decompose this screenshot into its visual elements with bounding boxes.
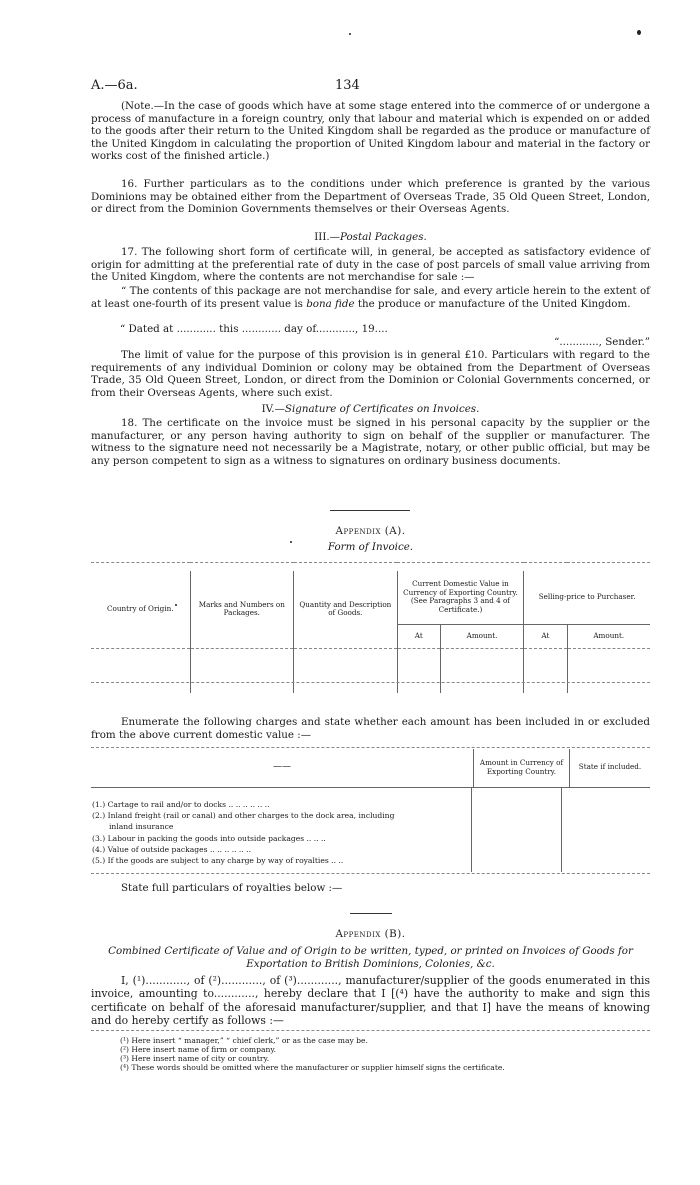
page-number: 134 bbox=[335, 78, 360, 93]
divider bbox=[350, 913, 392, 914]
paragraph-18: 18. The certificate on the invoice must be signed in his personal capacity by the supplier or the manufacturer, or any person having authority to sign on behalf of the supplier or manufacturer. The witness to the signature need not necessarily be a Magistrate, notary, or other public official, but may be any person competent to sign as a witness to signatures on ordinary business documents. bbox=[91, 417, 650, 467]
charges-bottom-rule bbox=[91, 873, 650, 874]
table-cell bbox=[294, 649, 398, 693]
header-selling-price: Selling-price to Purchaser. bbox=[524, 571, 650, 625]
sender-line: “............, Sender.” bbox=[554, 336, 650, 348]
appendix-a-title: Appendix (A). bbox=[335, 525, 406, 537]
charge-item: (1.) Cartage to rail and/or to docks .. .. .. .. .. .. bbox=[92, 800, 270, 809]
section-number: III.— bbox=[314, 231, 340, 243]
section-heading-postal bbox=[91, 231, 650, 244]
appendix-a-subtitle bbox=[91, 541, 650, 554]
enumerate-paragraph: Enumerate the following charges and state whether each amount has been included in or excluded from the above current domestic value :— bbox=[91, 716, 650, 741]
charge-item: (5.) If the goods are subject to any charge by way of royalties .. .. bbox=[92, 856, 344, 866]
charges-table bbox=[91, 749, 650, 788]
speck-mark bbox=[349, 33, 351, 35]
limit-paragraph: The limit of value for the purpose of this provision is in general £10. Particulars with regard to the requirements of any individual Dominion or colony may be obtained from the Department of Overseas Trade, 35 Old Queen Street, London, or direct from the Dominion or Colonial Governments concerned, or from their Overseas Agents, where such exist. bbox=[91, 349, 650, 399]
header-marks-and-numbers: Marks and Numbers on Packages. bbox=[190, 571, 294, 649]
speck-mark bbox=[175, 604, 177, 606]
paragraph-17: 17. The following short form of certificate will, in general, be accepted as satisfactory evidence of origin for admitting at the preferential rate of duty in the case of post parcels of small value arriving from the United Kingdom, where the contents are not merchandise for sale :— bbox=[91, 246, 650, 284]
charge-item-continuation: inland insurance bbox=[109, 822, 174, 832]
header-quantity: Quantity and Description of Goods. bbox=[294, 571, 398, 649]
divider bbox=[330, 510, 410, 511]
table-cell bbox=[397, 649, 440, 693]
appendix-b-declaration: I, (¹)............, of (²)............, of (³)............, manufacturer/supplier of the goods enumerated in this invoice, amounting to............, hereby declare that I [(⁴) have the authority to make and sign this certificate on behalf of the aforesaid manufacturer/supplier, and that I] have the means of knowing and do hereby certify as follows :— bbox=[91, 974, 650, 1028]
charge-item: (2.) Inland freight (rail or canal) and other charges to the dock area, including bbox=[92, 811, 395, 821]
charges-list bbox=[91, 799, 469, 866]
table-cell bbox=[91, 649, 190, 693]
dated-line: “ Dated at ............ this ............ day of............, 19.... bbox=[120, 323, 388, 335]
certificate-quote bbox=[91, 285, 650, 310]
quote-italic: bona fide bbox=[306, 297, 355, 310]
royalties-line: State full particulars of royalties below :— bbox=[121, 882, 343, 894]
footnote: (⁴) These words should be omitted where the manufacturer or supplier himself signs the certificate. bbox=[120, 1063, 505, 1072]
charges-header-dash: —— bbox=[91, 749, 474, 787]
footnote: (¹) Here insert “ manager,” “ chief clerk,” or as the case may be. bbox=[120, 1036, 368, 1045]
charge-item: (4.) Value of outside packages .. .. .. .. .. .. bbox=[92, 844, 252, 854]
table-cell bbox=[567, 649, 650, 693]
quote-part-2: the produce or manufacture of the United Kingdom. bbox=[354, 297, 631, 310]
charges-header-state: State if included. bbox=[570, 749, 651, 787]
appendix-b-subtitle bbox=[91, 945, 650, 970]
header-amount: Amount. bbox=[593, 631, 625, 641]
header-country-of-origin: Country of Origin. bbox=[91, 571, 190, 649]
table-bottom-rule bbox=[91, 682, 650, 683]
section-heading-signature bbox=[91, 403, 650, 416]
charges-items bbox=[91, 799, 469, 866]
speck-mark bbox=[290, 541, 292, 543]
header-left: A.—6a. bbox=[91, 78, 138, 93]
footnote: (³) Here insert name of city or country. bbox=[120, 1054, 270, 1063]
section-number: IV.— bbox=[261, 403, 285, 415]
speck-mark bbox=[637, 30, 641, 35]
table-top-rule bbox=[91, 563, 650, 571]
appendix-a-subtitle-text: Form of Invoice. bbox=[327, 541, 414, 553]
charge-item: (3.) Labour in packing the goods into outside packages .. .. .. bbox=[92, 833, 326, 843]
appendix-b-subtitle-text: Combined Certificate of Value and of Origin to be written, typed, or printed on Invoices of Goods for Exportation to British Dominions, Colonies, &c. bbox=[108, 945, 633, 970]
appendix-b-title: Appendix (B). bbox=[335, 928, 406, 940]
paragraph-16: 16. Further particulars as to the conditions under which preference is granted by the various Dominions may be obtained either from the Department of Overseas Trade, 35 Old Queen Street, London, or direct from the Dominion Governments themselves or their Overseas Agents. bbox=[91, 178, 650, 216]
table-cell bbox=[190, 649, 294, 693]
note-paragraph: (Note.—In the case of goods which have at some stage entered into the commerce of or undergone a process of manufacture in a foreign country, only that labour and material which is expended on or added to the goods after their return to the United Kingdom shall be regarded as the produce or manufacture of the United Kingdom in calculating the proportion of United Kingdom labour and material in the factory or works cost of the finished article.) bbox=[91, 100, 650, 163]
footnote-rule bbox=[91, 1030, 650, 1031]
quote-part-1: “ The contents of this package are not merchandise for sale, and every article herein to the extent of at least one-fourth of its present value is bbox=[91, 285, 650, 310]
invoice-table bbox=[91, 562, 650, 693]
header-amount: Amount. bbox=[440, 625, 523, 649]
header-at: At bbox=[397, 625, 440, 649]
charges-header-amount: Amount in Currency of Exporting Country. bbox=[474, 749, 570, 787]
charges-amount-column bbox=[471, 787, 562, 872]
footnote: (²) Here insert name of firm or company. bbox=[120, 1045, 277, 1054]
section-title: Postal Packages. bbox=[339, 231, 427, 243]
section-title: Signature of Certificates on Invoices. bbox=[284, 403, 480, 415]
header-at: At bbox=[524, 625, 567, 649]
table-cell bbox=[440, 649, 523, 693]
charges-top-rule bbox=[91, 747, 650, 748]
header-current-domestic-value: Current Domestic Value in Currency of Exporting Country. (See Paragraphs 3 and 4 of Certificate.) bbox=[397, 571, 524, 625]
table-cell bbox=[524, 649, 567, 693]
